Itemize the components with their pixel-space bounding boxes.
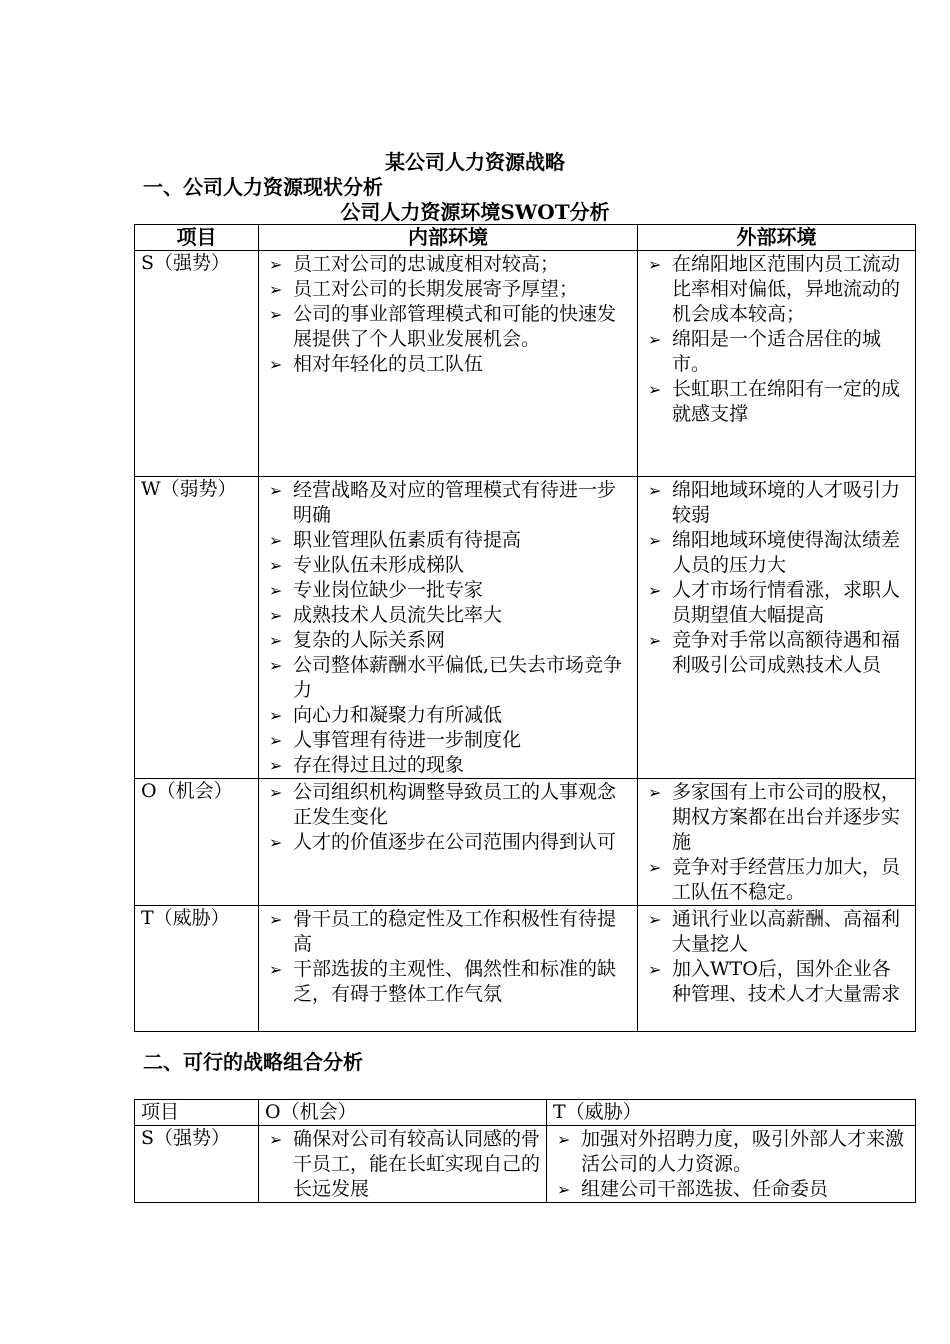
arrow-bullet-icon: ➢ [648, 858, 662, 877]
list-item [547, 1127, 915, 1177]
arrow-bullet-icon: ➢ [269, 556, 283, 575]
arrow-bullet-icon: ➢ [269, 910, 283, 929]
list-item-text: 绵阳地域环境使得淘汰绩差人员的压力大 [672, 529, 901, 576]
header-internal: 内部环境 [259, 225, 638, 251]
list-item [259, 907, 637, 957]
list-item [259, 703, 637, 728]
header-opportunity: O（机会） [259, 1100, 547, 1126]
list-item-text: 公司组织机构调整导致员工的人事观念正发生变化 [293, 781, 617, 828]
list-item-text: 相对年轻化的员工队伍 [293, 353, 484, 375]
arrow-bullet-icon: ➢ [648, 380, 662, 399]
list-item-text: 多家国有上市公司的股权，期权方案都在出台并逐步实施 [672, 781, 901, 853]
section-heading-1: 一、公司人力资源现状分析 [143, 175, 383, 199]
list-item [259, 780, 637, 830]
list-item [259, 603, 637, 628]
arrow-bullet-icon: ➢ [269, 960, 283, 979]
list-item-text: 干部选拔的主观性、偶然性和标准的缺乏，有碍于整体工作气氛 [293, 958, 617, 1005]
list-item-text: 经营战略及对应的管理模式有待进一步明确 [293, 479, 617, 526]
list-item-text: 人才市场行情看涨，求职人员期望值大幅提高 [672, 579, 901, 626]
list-item-text: 长虹职工在绵阳有一定的成就感支撑 [672, 378, 901, 425]
list-item [259, 728, 637, 753]
list-item-text: 复杂的人际关系网 [293, 629, 446, 651]
arrow-bullet-icon: ➢ [269, 756, 283, 775]
arrow-bullet-icon: ➢ [269, 1130, 283, 1149]
row-label: O（机会） [135, 779, 259, 906]
list-item-text: 公司整体薪酬水平偏低,已失去市场竞争力 [293, 654, 623, 701]
arrow-bullet-icon: ➢ [269, 280, 283, 299]
list-item [638, 327, 915, 377]
header-item: 项目 [135, 1100, 259, 1126]
arrow-bullet-icon: ➢ [648, 481, 662, 500]
arrow-bullet-icon: ➢ [648, 531, 662, 550]
list-item [638, 855, 915, 905]
arrow-bullet-icon: ➢ [557, 1130, 571, 1149]
arrow-bullet-icon: ➢ [557, 1180, 571, 1199]
arrow-bullet-icon: ➢ [648, 910, 662, 929]
list-item-text: 确保对公司有较高认同感的骨干员工，能在长虹实现自己的长远发展 [293, 1128, 541, 1200]
list-item [259, 352, 637, 377]
list-item [259, 1127, 546, 1202]
list-item [638, 578, 915, 628]
internal-cell [259, 906, 638, 1032]
list-item [259, 578, 637, 603]
list-item-text: 职业管理队伍素质有待提高 [293, 529, 522, 551]
list-item [638, 528, 915, 578]
table-row [135, 779, 916, 906]
list-item-text: 骨干员工的稳定性及工作积极性有待提高 [293, 908, 617, 955]
list-item [638, 780, 915, 855]
table-row [135, 477, 916, 779]
list-item [638, 957, 915, 1007]
arrow-bullet-icon: ➢ [648, 581, 662, 600]
list-item [259, 478, 637, 528]
arrow-bullet-icon: ➢ [648, 631, 662, 650]
list-item-text: 专业队伍未形成梯队 [293, 554, 465, 576]
opportunity-cell [259, 1126, 547, 1203]
row-label: T（威胁） [135, 906, 259, 1032]
table-row [135, 1126, 916, 1203]
arrow-bullet-icon: ➢ [269, 581, 283, 600]
list-item-text: 人才的价值逐步在公司范围内得到认可 [293, 831, 617, 853]
arrow-bullet-icon: ➢ [648, 783, 662, 802]
list-item-text: 在绵阳地区范围内员工流动比率相对偏低，异地流动的机会成本较高； [672, 253, 901, 325]
arrow-bullet-icon: ➢ [269, 706, 283, 725]
list-item-text: 加入WTO后，国外企业各种管理、技术人才大量需求 [672, 958, 901, 1005]
list-item-text: 员工对公司的长期发展寄予厚望； [293, 278, 579, 300]
list-item-text: 竞争对手经营压力加大，员工队伍不稳定。 [672, 856, 901, 903]
list-item [259, 830, 637, 855]
external-cell [638, 477, 916, 779]
list-item [638, 377, 915, 427]
list-item [259, 553, 637, 578]
external-cell [638, 779, 916, 906]
list-item [259, 277, 637, 302]
header-external: 外部环境 [638, 225, 916, 251]
table-row [135, 251, 916, 477]
list-item [259, 252, 637, 277]
arrow-bullet-icon: ➢ [269, 631, 283, 650]
arrow-bullet-icon: ➢ [269, 255, 283, 274]
list-item-text: 人事管理有待进一步制度化 [293, 729, 522, 751]
header-threat: T（威胁） [547, 1100, 916, 1126]
list-item [259, 528, 637, 553]
list-item [638, 628, 915, 678]
internal-cell [259, 779, 638, 906]
arrow-bullet-icon: ➢ [269, 305, 283, 324]
document-title: 某公司人力资源战略 [385, 150, 565, 174]
internal-cell [259, 251, 638, 477]
row-label: W（弱势） [135, 477, 259, 779]
arrow-bullet-icon: ➢ [269, 481, 283, 500]
threat-cell [547, 1126, 916, 1203]
arrow-bullet-icon: ➢ [269, 783, 283, 802]
arrow-bullet-icon: ➢ [269, 606, 283, 625]
list-item-text: 向心力和凝聚力有所减低 [293, 704, 503, 726]
row-label: S（强势） [135, 251, 259, 477]
list-item [638, 478, 915, 528]
list-item [259, 302, 637, 352]
swot-table [134, 224, 916, 1032]
row-label: S（强势） [135, 1126, 259, 1203]
strategy-table [134, 1099, 916, 1203]
arrow-bullet-icon: ➢ [648, 960, 662, 979]
list-item-text: 通讯行业以高薪酬、高福利大量挖人 [672, 908, 901, 955]
arrow-bullet-icon: ➢ [648, 330, 662, 349]
external-cell [638, 251, 916, 477]
arrow-bullet-icon: ➢ [269, 656, 283, 675]
internal-cell [259, 477, 638, 779]
list-item [638, 252, 915, 327]
header-item: 项目 [135, 225, 259, 251]
list-item [259, 753, 637, 778]
external-cell [638, 906, 916, 1032]
list-item-text: 存在得过且过的现象 [293, 754, 465, 776]
arrow-bullet-icon: ➢ [269, 355, 283, 374]
arrow-bullet-icon: ➢ [269, 531, 283, 550]
table-row [135, 906, 916, 1032]
list-item-text: 专业岗位缺少一批专家 [293, 579, 484, 601]
arrow-bullet-icon: ➢ [269, 731, 283, 750]
list-item-text: 员工对公司的忠诚度相对较高； [293, 253, 560, 275]
list-item [259, 957, 637, 1007]
list-item [547, 1177, 915, 1202]
arrow-bullet-icon: ➢ [269, 833, 283, 852]
table1-title: 公司人力资源环境SWOT分析 [340, 200, 610, 224]
arrow-bullet-icon: ➢ [648, 255, 662, 274]
section-heading-2: 二、可行的战略组合分析 [143, 1050, 363, 1074]
list-item-text: 公司的事业部管理模式和可能的快速发展提供了个人职业发展机会。 [293, 303, 617, 350]
list-item-text: 绵阳是一个适合居住的城市。 [672, 328, 882, 375]
list-item-text: 绵阳地域环境的人才吸引力较弱 [672, 479, 901, 526]
list-item-text: 加强对外招聘力度，吸引外部人才来激活公司的人力资源。 [581, 1128, 905, 1175]
list-item-text: 成熟技术人员流失比率大 [293, 604, 503, 626]
list-item-text: 竞争对手常以高额待遇和福利吸引公司成熟技术人员 [672, 629, 901, 676]
list-item-text: 组建公司干部选拔、任命委员 [581, 1178, 829, 1200]
list-item [638, 907, 915, 957]
list-item [259, 653, 637, 703]
list-item [259, 628, 637, 653]
